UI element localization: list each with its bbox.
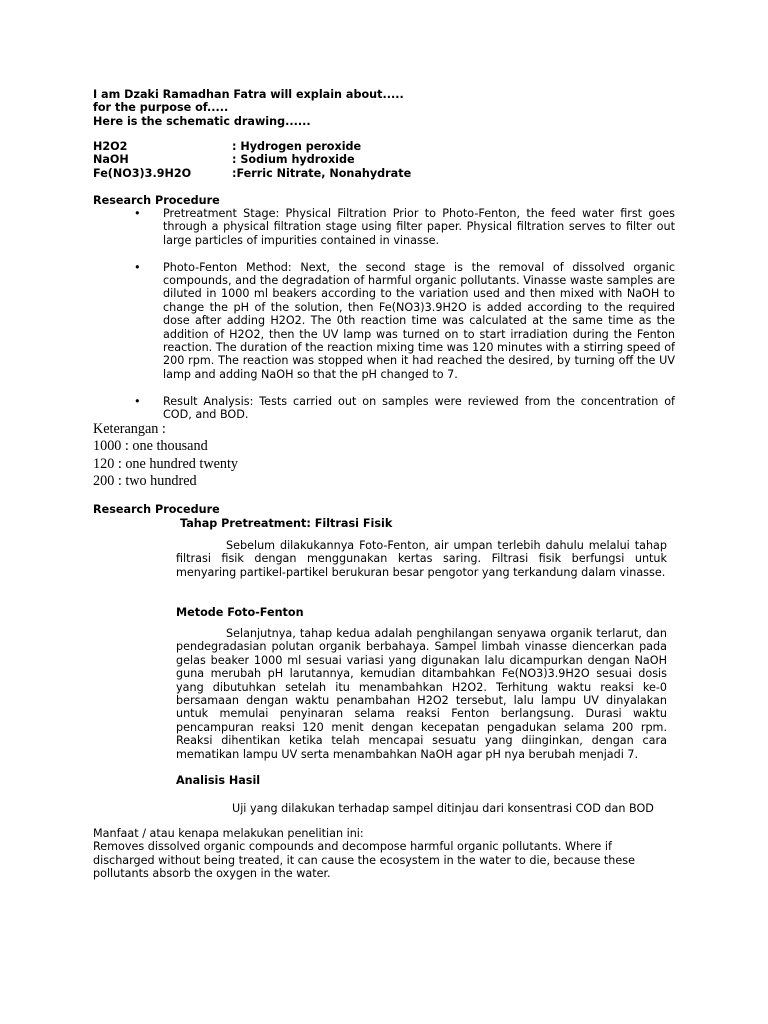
chemical-row bbox=[93, 140, 693, 153]
keterangan-title: Keterangan : bbox=[93, 421, 166, 437]
research-procedure-heading-id: Research Procedure bbox=[93, 503, 220, 516]
manfaat-line: Removes dissolved organic compounds and decompose harmful organic pollutants. Where if bbox=[93, 840, 612, 854]
pretreatment-paragraph: Sebelum dilakukannya Foto-Fenton, air umpan terlebih dahulu melalui tahap filtrasi fisik dengan menggunakan kertas saring. Filtrasi fisik berfungsi untuk menyaring partikel-partikel berukuran besar pengotor yang terkandung dalam vinasse. bbox=[176, 539, 667, 579]
chemical-formula: H2O2 bbox=[93, 140, 128, 153]
manfaat-line: discharged without being treated, it can cause the ecosystem in the water to die, because these bbox=[93, 853, 635, 867]
analisis-hasil-subheading: Analisis Hasil bbox=[176, 774, 261, 787]
procedure-bullet-list bbox=[163, 207, 675, 435]
intro-block bbox=[93, 88, 693, 128]
manfaat-title: Manfaat / atau kenapa melakukan penelitian ini: bbox=[93, 827, 364, 840]
keterangan-line: 1000 : one thousand bbox=[93, 438, 208, 455]
foto-fenton-paragraph: Selanjutnya, tahap kedua adalah penghilangan senyawa organik terlarut, dan pendegradasian polutan organik berbahaya. Sampel limbah vinasse diencerkan pada gelas beaker 1000 ml sesuai variasi yang digunakan lalu dicampurkan dengan NaOH guna merubah pH larutannya, kemudian ditambahkan Fe(NO3)3.9H2O sesuai dosis yang dibutuhkan setelah itu menambahkan H2O2. Terhitung waktu reaksi ke-0 bersamaan dengan waktu penambahan H2O2 tersebut, lalu lampu UV dinyalakan untuk memulai penyinaran selama reaksi Fenton berlangsung. Durasi waktu pencampuran reaksi 120 menit dengan kecepatan pengadukan selama 200 rpm. Reaksi dihentikan ketika telah mencapai sesuatu yang diinginkan, dengan cara mematikan lampu UV serta menambahkan NaOH agar pH nya berubah menjadi 7. bbox=[176, 627, 667, 761]
chemical-name: :Ferric Nitrate, Nonahydrate bbox=[232, 166, 412, 180]
chemical-name: : Hydrogen peroxide bbox=[232, 140, 362, 153]
keterangan-line: 120 : one hundred twenty bbox=[93, 455, 238, 472]
chemical-name: : Sodium hydroxide bbox=[232, 153, 355, 167]
pretreatment-subheading: Tahap Pretreatment: Filtrasi Fisik bbox=[180, 517, 393, 530]
research-procedure-heading: Research Procedure bbox=[93, 194, 220, 207]
chemical-formula: Fe(NO3)3.9H2O bbox=[93, 166, 192, 180]
chemical-row bbox=[93, 167, 693, 180]
keterangan-line: 200 : two hundred bbox=[93, 472, 197, 489]
procedure-item-pretreatment: • Pretreatment Stage: Physical Filtration Prior to Photo-Fenton, the feed water first goes through a physical filtration stage using filter paper. Physical filtration serves to filter out large particles of impurities contained in vinasse. bbox=[163, 207, 675, 247]
foto-fenton-subheading: Metode Foto-Fenton bbox=[176, 606, 304, 619]
procedure-item-photo-fenton: • Photo-Fenton Method: Next, the second stage is the removal of dissolved organic compounds, and the degradation of harmful organic pollutants. Vinasse waste samples are diluted in 1000 ml beakers according to the variation used and then mixed with NaOH to change the pH of the solution, then Fe(NO3)3.9H2O is added according to the required dose after adding H2O2. The 0th reaction time was calculated at the same time as the addition of H2O2, then the UV lamp was turned on to start irradiation during the Fenton reaction. The duration of the reaction mixing time was 120 minutes with a stirring speed of 200 rpm. The reaction was stopped when it had reached the desired, by turning off the UV lamp and adding NaOH so that the pH changed to 7. bbox=[163, 261, 675, 382]
chemical-formula: NaOH bbox=[93, 153, 129, 167]
intro-line: Here is the schematic drawing...... bbox=[93, 114, 311, 128]
intro-line: for the purpose of..... bbox=[93, 101, 229, 115]
procedure-item-result-analysis: • Result Analysis: Tests carried out on samples were reviewed from the concentration of COD, and BOD. bbox=[163, 395, 675, 422]
keterangan-block bbox=[93, 421, 493, 490]
chemical-list bbox=[93, 140, 693, 180]
manfaat-block bbox=[93, 827, 693, 881]
intro-line: I am Dzaki Ramadhan Fatra will explain about..... bbox=[93, 88, 404, 101]
manfaat-line: pollutants absorb the oxygen in the water. bbox=[93, 867, 331, 881]
analisis-hasil-text: Uji yang dilakukan terhadap sampel ditinjau dari konsentrasi COD dan BOD bbox=[232, 802, 654, 815]
chemical-row bbox=[93, 153, 693, 166]
